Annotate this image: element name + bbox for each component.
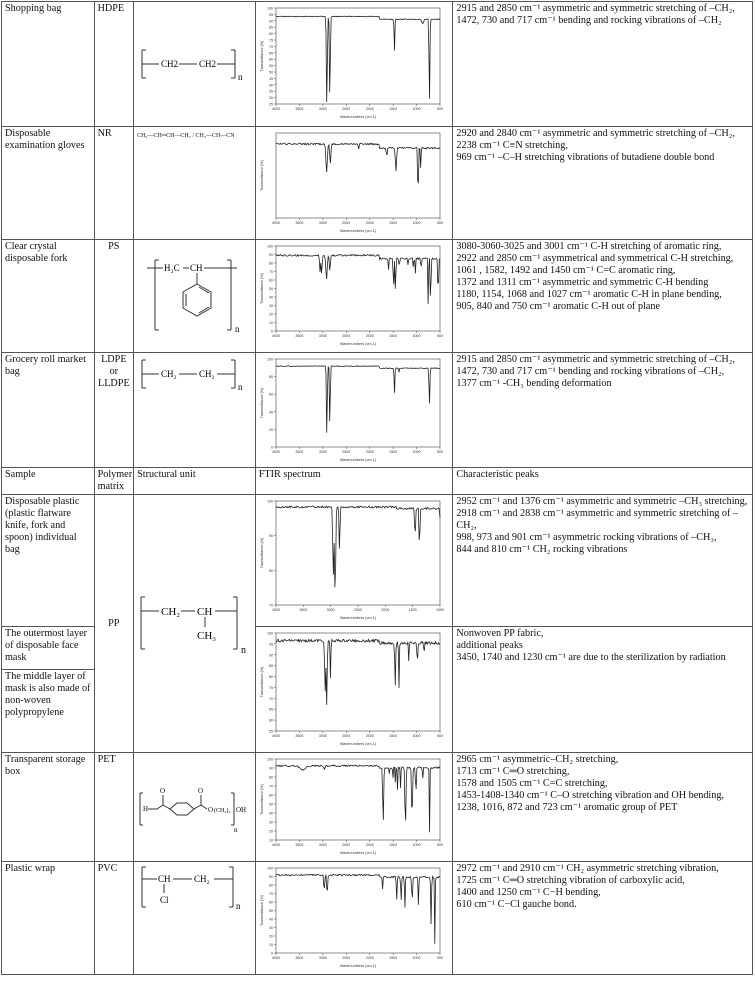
table-row bbox=[2, 240, 753, 353]
x-tick-label: 1000 bbox=[412, 107, 421, 111]
unit-label: O bbox=[198, 787, 204, 795]
ps-structure-diagram bbox=[137, 256, 254, 336]
peaks-cell: 2965 cm⁻¹ asymmetric–CH₂ stretching, 1713 cm⁻¹ C═O stretching, 1578 and 1505 cm⁻¹ C=C stretching, 1453-1408-1340 cm⁻¹ C–O stretching vibration and OH bending, 1238, 1016, 872 and 723 cm⁻¹ aromatic group of PET bbox=[453, 753, 753, 862]
y-tick-label: 20 bbox=[268, 829, 273, 834]
structure-ldpe bbox=[134, 353, 256, 468]
unit-label: n bbox=[238, 72, 243, 82]
unit-label: H₂C bbox=[164, 263, 180, 273]
table-row bbox=[2, 753, 753, 862]
pet-ftir-spectrum bbox=[258, 755, 444, 856]
sample-cell: Disposable plastic (plastic flatware knife, fork and spoon) individual bag bbox=[2, 495, 95, 627]
y-tick-label: 50 bbox=[268, 70, 273, 75]
unit-label: CH₂ bbox=[194, 874, 210, 884]
x-tick-label: 2000 bbox=[365, 843, 374, 847]
y-tick-label: 60 bbox=[268, 392, 273, 397]
x-tick-label: 4000 bbox=[271, 221, 280, 225]
unit-label: CH₂ bbox=[161, 605, 181, 618]
header-sample: Sample bbox=[2, 468, 95, 495]
unit-label: OH bbox=[236, 806, 247, 814]
x-axis-title: Wavenumbers (cm-1) bbox=[339, 229, 376, 233]
x-tick-label: 1500 bbox=[408, 608, 417, 612]
plot-frame bbox=[276, 8, 440, 104]
y-tick-label: 75 bbox=[268, 38, 273, 43]
y-tick-label: 65 bbox=[268, 707, 273, 712]
x-tick-label: 500 bbox=[436, 956, 443, 960]
y-tick-label: 80 bbox=[268, 883, 273, 888]
y-tick-label: 40 bbox=[268, 917, 273, 922]
y-tick-label: 95 bbox=[268, 642, 273, 647]
unit-label: CH2 bbox=[199, 59, 217, 69]
unit-label: n bbox=[236, 901, 241, 911]
x-tick-label: 2000 bbox=[365, 734, 374, 738]
sample-cell: Shopping bag bbox=[2, 2, 95, 127]
x-tick-label: 500 bbox=[436, 734, 443, 738]
x-tick-label: 3500 bbox=[295, 956, 304, 960]
x-tick-label: 4000 bbox=[271, 107, 280, 111]
y-tick-label: 50 bbox=[268, 287, 273, 291]
pp-structure-diagram bbox=[137, 593, 254, 655]
y-tick-label: 100 bbox=[266, 499, 273, 504]
y-tick-label: 10 bbox=[268, 321, 273, 325]
x-tick-label: 2500 bbox=[342, 107, 351, 111]
header-peaks: Characteristic peaks bbox=[453, 468, 753, 495]
x-tick-label: 3000 bbox=[326, 608, 335, 612]
y-tick-label: 0 bbox=[270, 329, 273, 334]
y-tick-label: 70 bbox=[268, 603, 273, 608]
y-tick-label: 70 bbox=[268, 696, 273, 701]
structure-ps bbox=[134, 240, 256, 353]
y-tick-label: 60 bbox=[268, 57, 273, 62]
table-row bbox=[2, 862, 753, 975]
y-axis-title: Transmittance (%) bbox=[259, 40, 264, 72]
matrix-cell: PVC bbox=[94, 862, 134, 975]
y-tick-label: 50 bbox=[268, 909, 273, 913]
y-tick-label: 60 bbox=[268, 718, 273, 723]
x-tick-label: 1500 bbox=[388, 450, 397, 454]
x-tick-label: 2500 bbox=[342, 956, 351, 960]
x-tick-label: 2000 bbox=[365, 450, 374, 454]
x-tick-label: 3000 bbox=[318, 107, 327, 111]
x-tick-label: 2000 bbox=[365, 107, 374, 111]
x-tick-label: 500 bbox=[436, 450, 443, 454]
unit-label: CH₂—CH═CH—CH₂ / CH₂—CH—CN bbox=[137, 133, 235, 139]
pp-bag-ftir-spectrum bbox=[258, 497, 444, 621]
y-tick-label: 40 bbox=[268, 83, 273, 88]
table-row bbox=[2, 127, 753, 240]
table-row bbox=[2, 353, 753, 468]
unit-label: CH bbox=[190, 263, 203, 273]
peaks-cell: 2972 cm⁻¹ and 2910 cm⁻¹ CH₂ asymmetric stretching vibration, 1725 cm⁻¹ C═O stretching vibration of carboxylic acid, 1400 and 1250 cm⁻¹ C−H bending, 610 cm⁻¹ C−Cl gauche bond. bbox=[453, 862, 753, 975]
peaks-cell: 2920 and 2840 cm⁻¹ asymmetric and symmetric stretching of –CH₂, 2238 cm⁻¹ C≡N stretching, 969 cm⁻¹ –C–H stretching vibrations of butadiene double bond bbox=[453, 127, 753, 240]
structure-nr bbox=[134, 127, 256, 240]
spectrum-cell bbox=[255, 862, 453, 975]
x-axis-title: Wavenumbers (cm-1) bbox=[339, 616, 376, 620]
y-tick-label: 90 bbox=[268, 766, 273, 771]
x-tick-label: 3500 bbox=[295, 843, 304, 847]
y-tick-label: 30 bbox=[268, 96, 273, 101]
y-tick-label: 70 bbox=[268, 892, 273, 896]
y-tick-label: 0 bbox=[270, 951, 273, 956]
y-tick-label: 20 bbox=[268, 312, 273, 317]
header-matrix: Polymer matrix bbox=[94, 468, 134, 495]
spectrum-cell bbox=[255, 353, 453, 468]
table-header-row bbox=[2, 468, 753, 495]
header-ftir: FTIR spectrum bbox=[255, 468, 453, 495]
peaks-cell: Nonwoven PP fabric, additional peaks 3450, 1740 and 1230 cm⁻¹ are due to the sterilization by radiation bbox=[453, 627, 753, 753]
unit-label: n bbox=[234, 826, 238, 834]
x-tick-label: 4000 bbox=[271, 734, 280, 738]
x-tick-label: 1000 bbox=[435, 608, 444, 612]
y-tick-label: 60 bbox=[268, 278, 273, 283]
y-tick-label: 80 bbox=[268, 32, 273, 37]
matrix-cell: PS bbox=[94, 240, 134, 353]
unit-label: H bbox=[143, 805, 149, 813]
y-tick-label: 85 bbox=[268, 664, 273, 669]
y-tick-label: 85 bbox=[268, 25, 273, 30]
y-tick-label: 70 bbox=[268, 44, 273, 49]
table-row bbox=[2, 495, 753, 627]
x-tick-label: 1000 bbox=[412, 956, 421, 960]
matrix-cell: PP bbox=[94, 495, 134, 753]
plot-frame bbox=[276, 246, 440, 331]
y-tick-label: 100 bbox=[266, 866, 273, 871]
x-tick-label: 2000 bbox=[381, 608, 390, 612]
y-tick-label: 40 bbox=[268, 295, 273, 300]
x-tick-label: 3500 bbox=[295, 221, 304, 225]
plot-frame bbox=[276, 633, 440, 731]
y-tick-label: 100 bbox=[266, 757, 273, 762]
pet-structure-diagram bbox=[137, 777, 254, 837]
peaks-cell: 2952 cm⁻¹ and 1376 cm⁻¹ asymmetric and symmetric –CH₃ stretching, 2918 cm⁻¹ and 2838 cm⁻¹ asymmetric and symmetric stretching of –CH₂, 998, 973 and 901 cm⁻¹ asymmetric rocking vibrations of –CH₃, 844 and 810 cm⁻¹ CH₂ rocking vibrations bbox=[453, 495, 753, 627]
hdpe-ftir-spectrum bbox=[258, 4, 444, 120]
x-axis-title: Wavenumbers (cm-1) bbox=[339, 115, 376, 119]
pp-mask-ftir-spectrum bbox=[258, 629, 444, 747]
y-axis-title: Transmittance (%) bbox=[259, 895, 264, 926]
matrix-cell: HDPE bbox=[94, 2, 134, 127]
x-tick-label: 1500 bbox=[388, 334, 397, 338]
x-tick-label: 500 bbox=[436, 221, 443, 225]
x-tick-label: 3000 bbox=[318, 956, 327, 960]
y-axis-title: Transmittance (%) bbox=[259, 666, 264, 698]
y-tick-label: 75 bbox=[268, 685, 273, 690]
matrix-cell: NR bbox=[94, 127, 134, 240]
ftir-table bbox=[1, 1, 753, 975]
x-tick-label: 2000 bbox=[365, 221, 374, 225]
matrix-cell: PET bbox=[94, 753, 134, 862]
y-tick-label: 10 bbox=[268, 838, 273, 843]
unit-label: n bbox=[238, 382, 243, 392]
unit-label: CH₃ bbox=[197, 629, 217, 642]
x-tick-label: 2500 bbox=[342, 221, 351, 225]
y-axis-title: Transmittance (%) bbox=[259, 784, 264, 815]
x-tick-label: 1000 bbox=[412, 334, 421, 338]
x-tick-label: 4000 bbox=[271, 450, 280, 454]
unit-label: (CH₂)₂ bbox=[214, 808, 231, 814]
table-row bbox=[2, 2, 753, 127]
x-tick-label: 4000 bbox=[271, 334, 280, 338]
x-tick-label: 3000 bbox=[318, 843, 327, 847]
x-tick-label: 2500 bbox=[342, 334, 351, 338]
unit-label: O bbox=[160, 787, 166, 795]
x-axis-title: Wavenumbers (cm-1) bbox=[339, 342, 376, 346]
y-tick-label: 100 bbox=[266, 6, 273, 11]
spectrum-cell bbox=[255, 240, 453, 353]
x-tick-label: 500 bbox=[436, 107, 443, 111]
y-tick-label: 40 bbox=[268, 410, 273, 415]
sample-cell: Clear crystal disposable fork bbox=[2, 240, 95, 353]
x-tick-label: 500 bbox=[436, 334, 443, 338]
x-tick-label: 2500 bbox=[342, 450, 351, 454]
y-tick-label: 60 bbox=[268, 900, 273, 905]
y-tick-label: 80 bbox=[268, 375, 273, 380]
nr-ftir-spectrum bbox=[258, 129, 444, 234]
x-tick-label: 3500 bbox=[295, 450, 304, 454]
y-tick-label: 95 bbox=[268, 12, 273, 17]
y-tick-label: 40 bbox=[268, 811, 273, 816]
sample-cell: Transparent storage box bbox=[2, 753, 95, 862]
unit-label: CH₂ bbox=[161, 369, 177, 379]
x-tick-label: 4000 bbox=[271, 843, 280, 847]
y-tick-label: 100 bbox=[266, 244, 273, 249]
sample-cell: The middle layer of mask is also made of non-woven polypropylene bbox=[2, 670, 95, 753]
y-tick-label: 25 bbox=[268, 102, 273, 107]
spectrum-cell bbox=[255, 753, 453, 862]
x-axis-title: Wavenumbers (cm-1) bbox=[339, 964, 376, 968]
unit-label: n bbox=[241, 644, 247, 655]
ps-ftir-spectrum bbox=[258, 242, 444, 347]
x-tick-label: 500 bbox=[436, 843, 443, 847]
x-tick-label: 1000 bbox=[412, 843, 421, 847]
y-tick-label: 80 bbox=[268, 568, 273, 573]
x-tick-label: 2500 bbox=[342, 843, 351, 847]
y-tick-label: 70 bbox=[268, 270, 273, 274]
x-axis-title: Wavenumbers (cm-1) bbox=[339, 851, 376, 855]
peaks-cell: 3080-3060-3025 and 3001 cm⁻¹ C-H stretching of aromatic ring, 2922 and 2850 cm⁻¹ asymmetrical and symmetrical C-H stretching, 1061 , 1582, 1492 and 1450 cm⁻¹ C=C aromatic ring, 1372 and 1311 cm⁻¹ asymmetric and symmetric C-H bending 1180, 1154, 1068 and 1027 cm⁻¹ aromatic C-H in plane bending, 905, 840 and 750 cm⁻¹ aromatic C-H out of plane bbox=[453, 240, 753, 353]
y-axis-title: Transmittance (%) bbox=[259, 273, 264, 304]
unit-label: O bbox=[208, 806, 214, 814]
x-tick-label: 3000 bbox=[318, 221, 327, 225]
unit-label: n bbox=[235, 324, 240, 334]
x-tick-label: 4000 bbox=[271, 608, 280, 612]
x-tick-label: 4000 bbox=[271, 956, 280, 960]
y-tick-label: 45 bbox=[268, 76, 273, 81]
spectrum-cell bbox=[255, 2, 453, 127]
x-tick-label: 1500 bbox=[388, 221, 397, 225]
y-axis-title: Transmittance (%) bbox=[259, 537, 264, 569]
y-tick-label: 0 bbox=[270, 445, 273, 450]
y-tick-label: 60 bbox=[268, 793, 273, 798]
pvc-structure-diagram bbox=[137, 863, 254, 913]
y-axis-title: Transmittance (%) bbox=[259, 160, 264, 191]
ldpe-structure-diagram bbox=[137, 354, 254, 394]
x-tick-label: 1500 bbox=[388, 734, 397, 738]
y-tick-label: 90 bbox=[268, 534, 273, 539]
matrix-cell: LDPE or LLDPE bbox=[94, 353, 134, 468]
plot-frame bbox=[276, 759, 440, 840]
header-unit: Structural unit bbox=[134, 468, 256, 495]
y-tick-label: 20 bbox=[268, 427, 273, 432]
structure-pvc bbox=[134, 862, 256, 975]
unit-label: CH2 bbox=[161, 59, 179, 69]
y-tick-label: 50 bbox=[268, 802, 273, 807]
x-tick-label: 1000 bbox=[412, 221, 421, 225]
plot-frame bbox=[276, 359, 440, 447]
x-tick-label: 3500 bbox=[295, 734, 304, 738]
spectrum-cell bbox=[255, 127, 453, 240]
x-tick-label: 2500 bbox=[353, 608, 362, 612]
y-tick-label: 55 bbox=[268, 64, 273, 69]
x-tick-label: 3500 bbox=[295, 107, 304, 111]
x-axis-title: Wavenumbers (cm-1) bbox=[339, 458, 376, 462]
x-tick-label: 3000 bbox=[318, 334, 327, 338]
sample-cell: The outermost layer of disposable face mask bbox=[2, 627, 95, 670]
y-tick-label: 55 bbox=[268, 729, 273, 734]
x-tick-label: 3000 bbox=[318, 734, 327, 738]
y-tick-label: 30 bbox=[268, 820, 273, 825]
pvc-ftir-spectrum bbox=[258, 864, 444, 969]
unit-label: CH₂ bbox=[199, 369, 215, 379]
y-axis-title: Transmittance (%) bbox=[259, 387, 264, 419]
y-tick-label: 65 bbox=[268, 51, 273, 56]
x-tick-label: 1000 bbox=[412, 734, 421, 738]
y-tick-label: 80 bbox=[268, 261, 273, 266]
y-tick-label: 20 bbox=[268, 934, 273, 939]
x-tick-label: 2000 bbox=[365, 956, 374, 960]
y-tick-label: 80 bbox=[268, 775, 273, 780]
unit-label: CH bbox=[158, 874, 171, 884]
unit-label: CH bbox=[197, 605, 213, 618]
structure-hdpe bbox=[134, 2, 256, 127]
x-tick-label: 2000 bbox=[365, 334, 374, 338]
x-tick-label: 3500 bbox=[299, 608, 308, 612]
unit-label: Cl bbox=[160, 895, 169, 905]
y-tick-label: 90 bbox=[268, 253, 273, 257]
y-tick-label: 10 bbox=[268, 943, 273, 947]
y-tick-label: 100 bbox=[266, 631, 273, 636]
y-tick-label: 90 bbox=[268, 653, 273, 658]
sample-cell: Plastic wrap bbox=[2, 862, 95, 975]
sample-cell: Grocery roll market bag bbox=[2, 353, 95, 468]
y-tick-label: 30 bbox=[268, 304, 273, 308]
x-tick-label: 1500 bbox=[388, 843, 397, 847]
x-tick-label: 3000 bbox=[318, 450, 327, 454]
spectrum-cell bbox=[255, 495, 453, 627]
plot-frame bbox=[276, 868, 440, 953]
y-tick-label: 90 bbox=[268, 19, 273, 24]
y-tick-label: 70 bbox=[268, 784, 273, 789]
y-tick-label: 35 bbox=[268, 89, 273, 94]
plot-frame bbox=[276, 501, 440, 605]
x-tick-label: 1500 bbox=[388, 956, 397, 960]
hdpe-structure-diagram bbox=[137, 44, 254, 84]
x-tick-label: 1500 bbox=[388, 107, 397, 111]
spectrum-cell bbox=[255, 627, 453, 753]
x-tick-label: 2500 bbox=[342, 734, 351, 738]
x-axis-title: Wavenumbers (cm-1) bbox=[339, 742, 376, 746]
structure-pp bbox=[134, 495, 256, 753]
ldpe-ftir-spectrum bbox=[258, 355, 444, 463]
x-tick-label: 3500 bbox=[295, 334, 304, 338]
y-tick-label: 30 bbox=[268, 926, 273, 930]
y-tick-label: 90 bbox=[268, 875, 273, 879]
x-tick-label: 1000 bbox=[412, 450, 421, 454]
sample-cell: Disposable examination gloves bbox=[2, 127, 95, 240]
y-tick-label: 80 bbox=[268, 675, 273, 680]
y-tick-label: 100 bbox=[266, 357, 273, 362]
peaks-cell: 2915 and 2850 cm⁻¹ asymmetric and symmetric stretching of –CH₂, 1472, 730 and 717 cm⁻¹ bending and rocking vibrations of –CH₂ bbox=[453, 2, 753, 127]
structure-pet bbox=[134, 753, 256, 862]
peaks-cell: 2915 and 2850 cm⁻¹ asymmetric and symmetric stretching of –CH₂, 1472, 730 and 717 cm⁻¹ bending and rocking vibrations of –CH₂, 1377 cm⁻¹ -CH₃ bending deformation bbox=[453, 353, 753, 468]
